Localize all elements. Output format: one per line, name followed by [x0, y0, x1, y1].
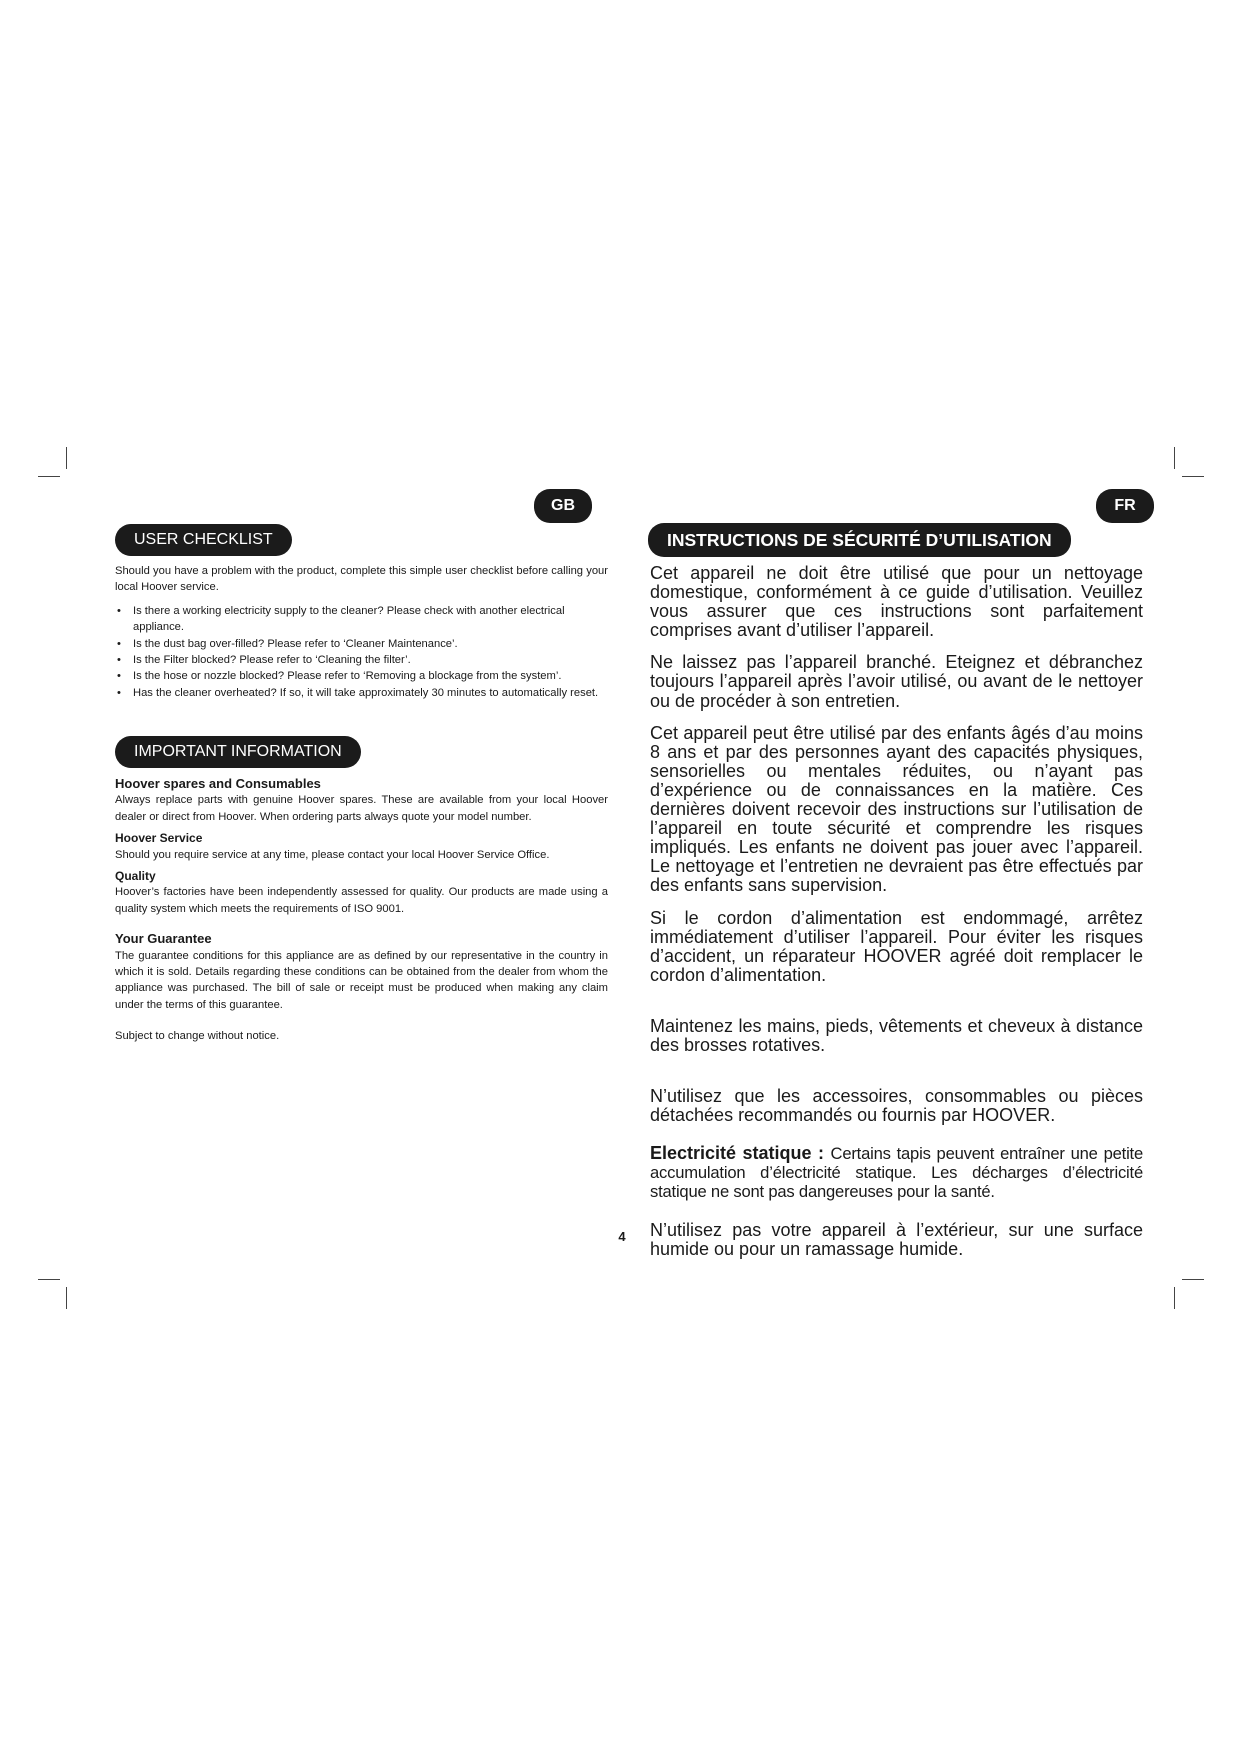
safety-paragraph: Maintenez les mains, pieds, vêtements et cheveux à distance des brosses rotatives. — [650, 1015, 1143, 1055]
section-title-safety-instructions: INSTRUCTIONS DE SÉCURITÉ D’UTILISATION — [648, 523, 1071, 557]
crop-mark — [66, 447, 67, 469]
safety-instructions-section — [650, 564, 1143, 1259]
static-electricity-paragraph — [650, 1144, 1143, 1201]
safety-paragraph: Ne laissez pas l’appareil branché. Eteignez et débranchez toujours l’appareil après l’avoir utilisé, ou avant de le nettoyer ou de procéder à son entretien. — [650, 652, 1143, 711]
crop-mark — [38, 476, 60, 477]
language-badge-gb: GB — [534, 489, 592, 523]
list-item: • Is the Filter blocked? Please refer to ‘Cleaning the filter’. — [115, 652, 608, 668]
spares-heading: Hoover spares and Consumables — [115, 776, 321, 791]
service-text: Should you require service at any time, please contact your local Hoover Service Office. — [115, 848, 550, 861]
quality-text: Hoover’s factories have been independently assessed for quality. Our products are made using a quality system which meets the requirements of ISO 9001. — [115, 886, 608, 915]
guarantee-heading: Your Guarantee — [115, 931, 212, 947]
quality-heading: Quality — [115, 869, 156, 884]
spares-text: Always replace parts with genuine Hoover spares. These are available from your local Hoover dealer or direct from Hoover. When ordering parts always quote your model number. — [115, 794, 608, 823]
crop-mark — [1182, 476, 1204, 477]
safety-paragraph: Cet appareil peut être utilisé par des enfants âgés d’au moins 8 ans et par des personnes ayant des capacités physiques, sensorielles ou mentales réduites, ou n’ayant pas d’expérience ou de connaissances en la matière. Ces dernières doivent recevoir des instructions sur l’utilisation de l’appareil en toute sécurité et comprendre les risques impliqués. Les enfants ne doivent pas jouer avec l’appareil. Le nettoyage et l’entretien ne devraient pas être effectués par des enfants sans supervision. — [650, 722, 1143, 896]
section-title-important-information: IMPORTANT INFORMATION — [115, 736, 361, 768]
list-item: • Is there a working electricity supply to the cleaner? Please check with another electrical appliance. — [115, 603, 608, 636]
static-electricity-text: Certains tapis peuvent entraîner une petite accumulation d’électricité statique. Les décharges d’électricité statique ne sont pas dangereuses pour la santé. — [650, 1144, 1143, 1202]
crop-mark — [38, 1279, 60, 1280]
crop-mark — [1174, 1287, 1175, 1309]
crop-mark — [1182, 1279, 1204, 1280]
crop-mark — [1174, 447, 1175, 469]
important-information-section — [115, 776, 608, 1045]
change-notice: Subject to change without notice. — [115, 1030, 280, 1043]
guarantee-text: The guarantee conditions for this appliance are as defined by our representative in the country in which it is sold. Details regarding these conditions can be obtained from the dealer from whom the appliance was purchased. The bill of sale or receipt must be produced when making any claim under the terms of this guarantee. — [115, 949, 608, 1011]
crop-mark — [66, 1287, 67, 1309]
language-badge-fr: FR — [1096, 489, 1154, 523]
static-electricity-label: Electricité statique : — [650, 1143, 825, 1164]
list-item: • Is the dust bag over-filled? Please refer to ‘Cleaner Maintenance’. — [115, 636, 608, 652]
safety-paragraph: Si le cordon d’alimentation est endommagé, arrêtez immédiatement d’utiliser l’appareil. Pour éviter les risques d’accident, un réparateur HOOVER agréé doit remplacer le cordon d’alimentation. — [650, 907, 1143, 985]
checklist-intro: Should you have a problem with the product, complete this simple user checklist before calling your local Hoover service. — [115, 565, 608, 594]
list-item: • Is the hose or nozzle blocked? Please refer to ‘Removing a blockage from the system’. — [115, 668, 608, 684]
page-number: 4 — [618, 1229, 626, 1244]
safety-paragraph: N’utilisez que les accessoires, consommables ou pièces détachées recommandés ou fournis par HOOVER. — [650, 1086, 1143, 1126]
checklist-list — [115, 603, 608, 701]
user-checklist-section — [115, 563, 608, 701]
section-title-user-checklist: USER CHECKLIST — [115, 524, 292, 556]
service-heading: Hoover Service — [115, 831, 203, 846]
safety-paragraph: N’utilisez pas votre appareil à l’extérieur, sur une surface humide ou pour un ramassage humide. — [650, 1219, 1143, 1259]
list-item: • Has the cleaner overheated? If so, it will take approximately 30 minutes to automatically reset. — [115, 685, 608, 701]
safety-paragraph: Cet appareil ne doit être utilisé que pour un nettoyage domestique, conformément à ce guide d’utilisation. Veuillez vous assurer que ces instructions sont parfaitement comprises avant d’utiliser l’appareil. — [650, 563, 1143, 641]
